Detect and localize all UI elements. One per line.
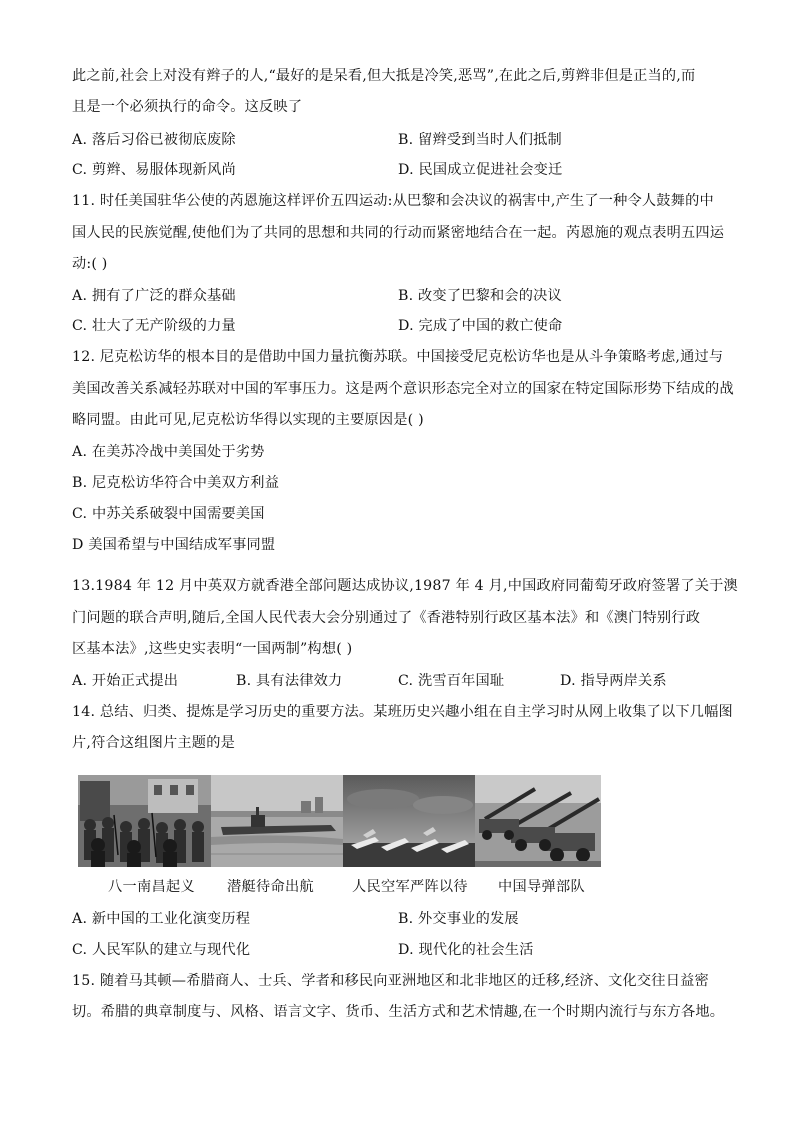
q12-option-d[interactable]: D 美国希望与中国结成军事同盟: [72, 537, 276, 553]
q11-option-a[interactable]: A. 拥有了广泛的群众基础: [72, 288, 236, 304]
q14-option-d[interactable]: D. 现代化的社会生活: [398, 942, 534, 958]
q13-option-a[interactable]: A. 开始正式提出: [72, 673, 179, 689]
aircraft-photo: [343, 775, 475, 867]
q11-option-c[interactable]: C. 壮大了无产阶级的力量: [72, 318, 236, 334]
q11-text-line1: 11. 时任美国驻华公使的芮恩施这样评价五四运动:从巴黎和会决议的祸害中,产生了一种令人鼓舞的中: [72, 193, 714, 209]
q13-text-line1: 13.1984 年 12 月中英双方就香港全部问题达成协议,1987 年 4 月,中国政府同葡萄牙政府签署了关于澳: [72, 578, 738, 594]
q12-option-c[interactable]: C. 中苏关系破裂中国需要美国: [72, 506, 265, 522]
q10-option-c[interactable]: C. 剪辫、易服体现新风尚: [72, 162, 236, 178]
q15-text-line2: 切。希腊的典章制度与、风格、语言文字、货币、生活方式和艺术情趣,在一个时期内流行与东方各地。: [72, 1004, 725, 1020]
q14-text-line2: 片,符合这组图片主题的是: [72, 735, 235, 751]
q14-option-b[interactable]: B. 外交事业的发展: [398, 911, 519, 927]
q14-option-c[interactable]: C. 人民军队的建立与现代化: [72, 942, 251, 958]
q10-text-line2: 且是一个必须执行的命令。这反映了: [72, 99, 303, 115]
q10-option-a[interactable]: A. 落后习俗已被彻底废除: [72, 132, 236, 148]
q12-text-line1: 12. 尼克松访华的根本目的是借助中国力量抗衡苏联。中国接受尼克松访华也是从斗争策略考虑,通过与: [72, 349, 724, 365]
q13-text-line3: 区基本法》,这些史实表明“一国两制”构想( ): [72, 641, 353, 657]
uprising-photo: [78, 775, 211, 867]
q14-option-a[interactable]: A. 新中国的工业化演变历程: [72, 911, 251, 927]
submarine-photo: [211, 775, 343, 867]
q13-text-line2: 门问题的联合声明,随后,全国人民代表大会分别通过了《香港特别行政区基本法》和《澳门特别行政: [72, 610, 701, 626]
q11-text-line3: 动:( ): [72, 256, 108, 272]
q12-text-line2: 美国改善关系减轻苏联对中国的军事压力。这是两个意识形态完全对立的国家在特定国际形势下结成的战: [72, 381, 734, 397]
q13-option-c[interactable]: C. 洗雪百年国耻: [398, 673, 505, 689]
q11-text-line2: 国人民的民族觉醒,使他们为了共同的思想和共同的行动而紧密地结合在一起。芮恩施的观点表明五四运: [72, 225, 725, 241]
q14-caption-3: 人民空军严阵以待: [352, 879, 468, 895]
q12-option-a[interactable]: A. 在美苏冷战中美国处于劣势: [72, 444, 265, 460]
missile-photo: [475, 775, 601, 867]
q10-option-d[interactable]: D. 民国成立促进社会变迁: [398, 162, 563, 178]
q11-option-b[interactable]: B. 改变了巴黎和会的决议: [398, 288, 562, 304]
q10-text-line1: 此之前,社会上对没有辫子的人,“最好的是呆看,但大抵是冷笑,恶骂”,在此之后,剪辫非但是正当的,而: [72, 68, 696, 84]
q13-option-b[interactable]: B. 具有法律效力: [236, 673, 343, 689]
q14-text-line1: 14. 总结、归类、提炼是学习历史的重要方法。某班历史兴趣小组在自主学习时从网上收集了以下几幅图: [72, 704, 733, 720]
q12-text-line3: 略同盟。由此可见,尼克松访华得以实现的主要原因是( ): [72, 412, 424, 428]
q14-caption-1: 八一南昌起义: [108, 879, 195, 895]
q14-caption-2: 潜艇待命出航: [227, 879, 314, 895]
q14-caption-4: 中国导弹部队: [498, 879, 585, 895]
q15-text-line1: 15. 随着马其顿—希腊商人、士兵、学者和移民向亚洲地区和北非地区的迁移,经济、文化交往日益密: [72, 973, 709, 989]
q14-photo-strip: [78, 775, 601, 867]
q13-option-d[interactable]: D. 指导两岸关系: [560, 673, 667, 689]
q11-option-d[interactable]: D. 完成了中国的救亡使命: [398, 318, 563, 334]
q10-option-b[interactable]: B. 留辫受到当时人们抵制: [398, 132, 562, 148]
q12-option-b[interactable]: B. 尼克松访华符合中美双方利益: [72, 475, 280, 491]
